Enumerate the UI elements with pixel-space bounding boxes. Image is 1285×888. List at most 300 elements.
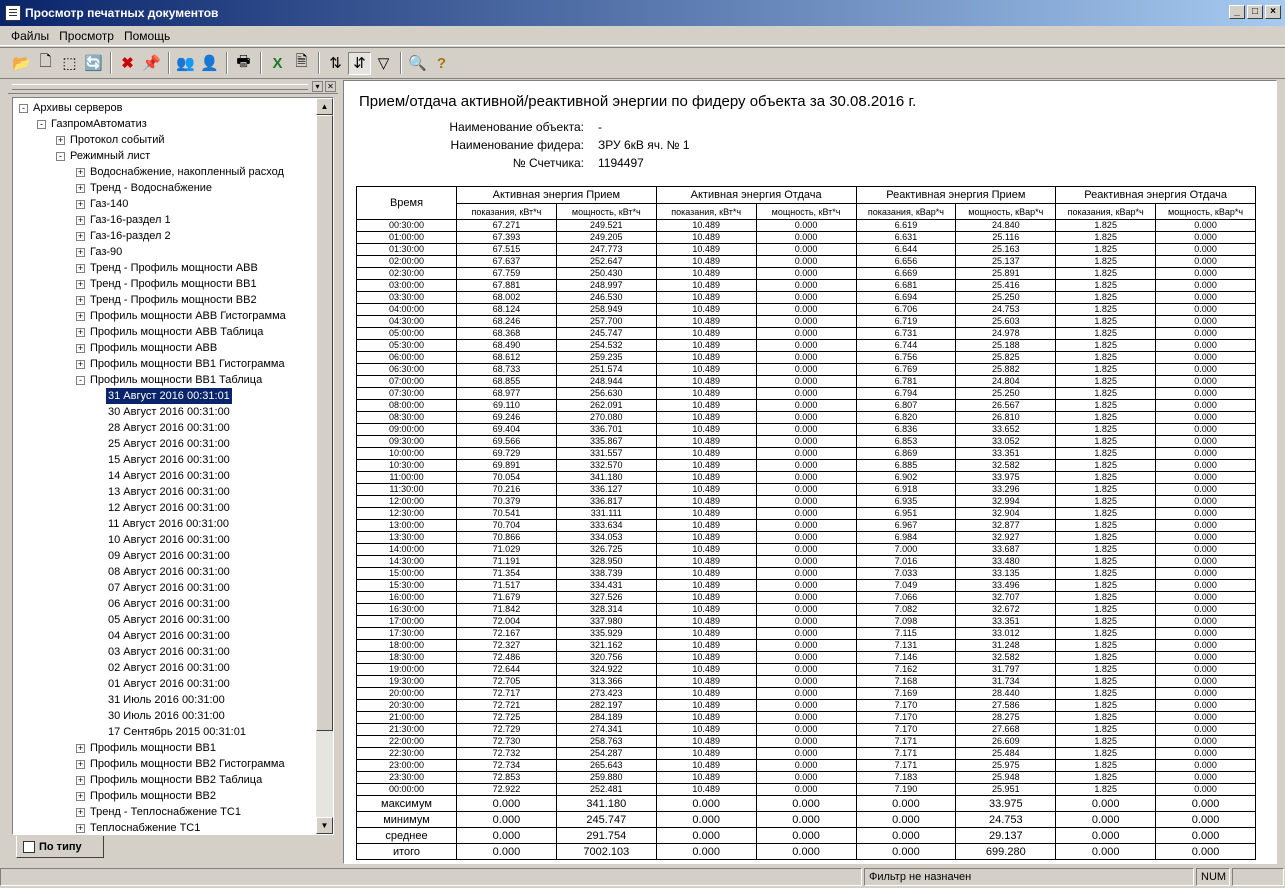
tree-scrollbar[interactable]	[316, 98, 333, 834]
time-cell: 10:00:00	[357, 448, 457, 460]
delete-icon: ✖	[121, 55, 134, 72]
time-cell: 09:30:00	[357, 436, 457, 448]
time-cell: 01:00:00	[357, 232, 457, 244]
time-cell: 02:00:00	[357, 256, 457, 268]
value-cell: 249.521	[556, 220, 656, 232]
value-cell: 336.127	[556, 484, 656, 496]
value-cell: 33.496	[956, 580, 1056, 592]
tree-leaf-item[interactable]	[13, 468, 317, 484]
value-cell: 33.652	[956, 424, 1056, 436]
tab-by-type[interactable]	[16, 836, 104, 858]
sub-header: мощность, кВт*ч	[556, 204, 656, 220]
report-viewer	[343, 80, 1277, 864]
tree-node-label: 30 Август 2016 00:31:00	[108, 406, 230, 418]
scroll-up-icon[interactable]: ▲	[316, 98, 333, 115]
time-cell: 21:30:00	[357, 724, 457, 736]
value-cell: 0.000	[756, 784, 856, 796]
tree-leaf-item[interactable]	[13, 420, 317, 436]
table-row	[357, 256, 1256, 268]
time-cell: 08:30:00	[357, 412, 457, 424]
tree-node-label: Газ-90	[90, 246, 123, 258]
value-cell: 10.489	[656, 532, 756, 544]
value-cell: 1.825	[1056, 652, 1156, 664]
value-cell: 68.368	[457, 328, 557, 340]
tree-leaf-item[interactable]	[13, 628, 317, 644]
value-cell: 1.825	[1056, 352, 1156, 364]
value-cell: 0.000	[756, 520, 856, 532]
tree-leaf-item[interactable]	[13, 452, 317, 468]
value-cell: 1.825	[1056, 340, 1156, 352]
panel-header	[8, 80, 338, 94]
value-cell: 0.000	[1156, 688, 1256, 700]
value-cell: 1.825	[1056, 688, 1156, 700]
value-cell: 25.948	[956, 772, 1056, 784]
user-remove-button[interactable]	[198, 52, 221, 75]
value-cell: 334.053	[556, 532, 656, 544]
value-cell: 0.000	[756, 664, 856, 676]
value-cell: 10.489	[656, 352, 756, 364]
value-cell: 70.866	[457, 532, 557, 544]
summary-value: 0.000	[756, 828, 856, 844]
value-cell: 32.927	[956, 532, 1056, 544]
expand-icon[interactable]: +	[77, 343, 84, 353]
value-cell: 6.935	[856, 496, 956, 508]
summary-value: 0.000	[1156, 844, 1256, 860]
menu-bar	[0, 26, 1285, 46]
tree-leaf-item[interactable]	[13, 436, 317, 452]
value-cell: 1.825	[1056, 328, 1156, 340]
value-cell: 247.773	[556, 244, 656, 256]
value-cell: 7.162	[856, 664, 956, 676]
expand-icon[interactable]: +	[77, 247, 84, 257]
value-cell: 1.825	[1056, 424, 1156, 436]
value-cell: 0.000	[1156, 592, 1256, 604]
delete-button[interactable]	[116, 52, 139, 75]
value-cell: 72.730	[457, 736, 557, 748]
tree-node[interactable]	[13, 772, 317, 788]
tree-node[interactable]	[13, 308, 317, 324]
value-cell: 1.825	[1056, 604, 1156, 616]
tree-node-label: Протокол событий	[70, 134, 165, 146]
value-cell: 1.825	[1056, 400, 1156, 412]
value-cell: 0.000	[1156, 220, 1256, 232]
select-button[interactable]	[58, 52, 81, 75]
expand-icon[interactable]: +	[77, 791, 84, 801]
value-cell: 71.842	[457, 604, 557, 616]
summary-value: 0.000	[1056, 828, 1156, 844]
value-cell: 7.016	[856, 556, 956, 568]
value-cell: 335.867	[556, 436, 656, 448]
value-cell: 0.000	[1156, 376, 1256, 388]
table-row	[357, 772, 1256, 784]
value-cell: 33.687	[956, 544, 1056, 556]
value-cell: 32.877	[956, 520, 1056, 532]
tree-leaf-item[interactable]	[13, 660, 317, 676]
tree-leaf-item[interactable]	[13, 564, 317, 580]
table-row	[357, 328, 1256, 340]
time-cell: 04:00:00	[357, 304, 457, 316]
sort-asc-icon: ⇅	[329, 55, 342, 72]
refresh-button[interactable]	[82, 52, 105, 75]
tree-node-label: 09 Август 2016 00:31:00	[108, 550, 230, 562]
scroll-down-icon[interactable]: ▼	[316, 817, 333, 834]
value-cell: 1.825	[1056, 592, 1156, 604]
collapse-icon[interactable]: -	[56, 152, 65, 161]
value-cell: 259.235	[556, 352, 656, 364]
maximize-button[interactable]: □	[1247, 5, 1263, 19]
value-cell: 0.000	[1156, 784, 1256, 796]
toolbar-separator	[260, 52, 262, 74]
value-cell: 10.489	[656, 676, 756, 688]
status-main-panel	[0, 868, 862, 886]
time-cell: 03:00:00	[357, 280, 457, 292]
expand-icon[interactable]: +	[77, 775, 84, 785]
table-row	[357, 412, 1256, 424]
table-row	[357, 364, 1256, 376]
tree-node-label: 01 Август 2016 00:31:00	[108, 678, 230, 690]
print-button[interactable]	[232, 52, 255, 75]
value-cell: 10.489	[656, 748, 756, 760]
value-cell: 0.000	[1156, 280, 1256, 292]
expand-icon[interactable]: +	[77, 183, 84, 193]
value-cell: 0.000	[756, 652, 856, 664]
value-cell: 1.825	[1056, 496, 1156, 508]
value-cell: 10.489	[656, 244, 756, 256]
preview-button[interactable]	[34, 52, 57, 75]
expand-icon[interactable]: +	[77, 231, 84, 241]
value-cell: 10.489	[656, 724, 756, 736]
value-cell: 0.000	[1156, 556, 1256, 568]
value-cell: 0.000	[1156, 268, 1256, 280]
value-cell: 0.000	[756, 700, 856, 712]
expand-icon[interactable]: +	[77, 759, 84, 769]
expand-icon[interactable]: +	[77, 167, 84, 177]
users-button[interactable]	[174, 52, 197, 75]
pin-button[interactable]	[140, 52, 163, 75]
value-cell: 6.967	[856, 520, 956, 532]
value-cell: 6.731	[856, 328, 956, 340]
value-cell: 69.566	[457, 436, 557, 448]
tree-node[interactable]	[13, 228, 317, 244]
value-cell: 25.484	[956, 748, 1056, 760]
expand-icon[interactable]: +	[77, 199, 84, 209]
value-cell: 10.489	[656, 268, 756, 280]
table-row	[357, 556, 1256, 568]
value-cell: 25.882	[956, 364, 1056, 376]
expand-icon[interactable]: +	[77, 823, 84, 833]
time-cell: 04:30:00	[357, 316, 457, 328]
expand-icon[interactable]: +	[77, 359, 84, 369]
value-cell: 0.000	[1156, 616, 1256, 628]
tree-node[interactable]	[13, 788, 317, 804]
value-cell: 72.853	[457, 772, 557, 784]
search-button[interactable]	[406, 52, 429, 75]
tree-node-label: 15 Август 2016 00:31:00	[108, 454, 230, 466]
sort-asc-button[interactable]	[324, 52, 347, 75]
table-row	[357, 760, 1256, 772]
tree-node-label: Профиль мощности АВВ Гистограмма	[90, 310, 286, 322]
value-cell: 0.000	[1156, 628, 1256, 640]
tree-node[interactable]	[13, 372, 317, 388]
tree-leaf-item[interactable]	[13, 692, 317, 708]
value-cell: 327.526	[556, 592, 656, 604]
summary-value: 0.000	[457, 796, 557, 812]
status-extra-panel	[1232, 868, 1284, 886]
value-cell: 0.000	[756, 484, 856, 496]
tree-node[interactable]	[13, 740, 317, 756]
value-cell: 6.869	[856, 448, 956, 460]
summary-value: 0.000	[1056, 796, 1156, 812]
tree-node[interactable]	[13, 100, 317, 116]
value-cell: 68.124	[457, 304, 557, 316]
value-cell: 1.825	[1056, 544, 1156, 556]
tree-node[interactable]	[13, 356, 317, 372]
tree-node[interactable]	[13, 324, 317, 340]
close-button[interactable]: ×	[1265, 5, 1281, 19]
expand-icon[interactable]: +	[77, 215, 84, 225]
group-header: Активная энергия Отдача	[656, 187, 856, 204]
value-cell: 72.004	[457, 616, 557, 628]
value-cell: 10.489	[656, 412, 756, 424]
value-cell: 33.351	[956, 448, 1056, 460]
expand-icon[interactable]: +	[57, 135, 64, 145]
value-cell: 6.631	[856, 232, 956, 244]
value-cell: 6.756	[856, 352, 956, 364]
window-title: Просмотр печатных документов	[25, 6, 219, 20]
value-cell: 70.054	[457, 472, 557, 484]
summary-label: итого	[357, 844, 457, 860]
value-cell: 32.994	[956, 496, 1056, 508]
value-cell: 0.000	[1156, 400, 1256, 412]
value-cell: 1.825	[1056, 304, 1156, 316]
value-cell: 0.000	[756, 232, 856, 244]
value-cell: 28.440	[956, 688, 1056, 700]
open-button[interactable]	[10, 52, 33, 75]
summary-value: 341.180	[556, 796, 656, 812]
minimize-button[interactable]: _	[1229, 5, 1245, 19]
value-cell: 1.825	[1056, 760, 1156, 772]
toolbar	[0, 47, 1285, 79]
value-cell: 331.557	[556, 448, 656, 460]
value-cell: 0.000	[1156, 328, 1256, 340]
tree-node[interactable]	[13, 148, 317, 164]
table-row	[357, 508, 1256, 520]
time-cell: 22:30:00	[357, 748, 457, 760]
tree-leaf-item[interactable]	[13, 724, 317, 740]
tree-node[interactable]	[13, 132, 317, 148]
sort-desc-button[interactable]	[348, 52, 371, 75]
value-cell: 69.729	[457, 448, 557, 460]
value-cell: 10.489	[656, 220, 756, 232]
toolbar-separator	[110, 52, 112, 74]
value-cell: 270.080	[556, 412, 656, 424]
value-cell: 0.000	[756, 256, 856, 268]
value-cell: 1.825	[1056, 616, 1156, 628]
value-cell: 7.170	[856, 700, 956, 712]
time-cell: 00:00:00	[357, 784, 457, 796]
filter-button[interactable]	[372, 52, 395, 75]
value-cell: 26.810	[956, 412, 1056, 424]
value-cell: 31.797	[956, 664, 1056, 676]
panel-grip[interactable]	[12, 84, 308, 90]
expand-icon[interactable]: +	[77, 743, 84, 753]
value-cell: 25.825	[956, 352, 1056, 364]
excel-button[interactable]	[266, 52, 289, 75]
tree-node[interactable]	[13, 804, 317, 820]
tree-leaf-item[interactable]	[13, 484, 317, 500]
value-cell: 10.489	[656, 544, 756, 556]
value-cell: 1.825	[1056, 436, 1156, 448]
menu-help[interactable]: Помощь	[123, 28, 171, 43]
tree-node[interactable]	[13, 244, 317, 260]
value-cell: 24.978	[956, 328, 1056, 340]
time-cell: 19:30:00	[357, 676, 457, 688]
tree-node-label: 10 Август 2016 00:31:00	[108, 534, 230, 546]
tree-node-label: 05 Август 2016 00:31:00	[108, 614, 230, 626]
panel-close-icon[interactable]: ✕	[325, 81, 336, 92]
tree-node[interactable]	[13, 276, 317, 292]
tree-leaf-item[interactable]	[13, 388, 317, 404]
table-row	[357, 700, 1256, 712]
tree-node[interactable]	[13, 756, 317, 772]
table-row	[357, 376, 1256, 388]
value-cell: 7.171	[856, 748, 956, 760]
value-cell: 25.416	[956, 280, 1056, 292]
tree-node-label: Газ-140	[90, 198, 129, 210]
users-icon: 👥	[176, 55, 195, 72]
menu-view[interactable]: Просмотр	[59, 28, 114, 43]
tree-node-label: Тренд - Профиль мощности АВВ	[90, 262, 258, 274]
help-button[interactable]	[430, 52, 453, 75]
expand-icon[interactable]: +	[77, 807, 84, 817]
value-cell: 33.052	[956, 436, 1056, 448]
panel-menu-icon[interactable]: ▾	[312, 81, 323, 92]
summary-value: 24.753	[956, 812, 1056, 828]
expand-icon[interactable]: +	[77, 327, 84, 337]
time-cell: 02:30:00	[357, 268, 457, 280]
value-cell: 25.250	[956, 388, 1056, 400]
value-cell: 10.489	[656, 340, 756, 352]
value-cell: 6.644	[856, 244, 956, 256]
value-cell: 248.997	[556, 280, 656, 292]
time-cell: 19:00:00	[357, 664, 457, 676]
value-cell: 10.489	[656, 700, 756, 712]
tree-leaf-item[interactable]	[13, 644, 317, 660]
tree-node[interactable]	[13, 340, 317, 356]
expand-icon[interactable]: +	[77, 295, 84, 305]
tree-leaf-item[interactable]	[13, 580, 317, 596]
value-cell: 337.980	[556, 616, 656, 628]
tree-node[interactable]	[13, 820, 317, 835]
time-cell: 23:00:00	[357, 760, 457, 772]
time-cell: 05:30:00	[357, 340, 457, 352]
value-cell: 6.781	[856, 376, 956, 388]
value-cell: 258.763	[556, 736, 656, 748]
table-row	[357, 424, 1256, 436]
tree-node[interactable]	[13, 164, 317, 180]
tree-node[interactable]	[13, 180, 317, 196]
value-cell: 0.000	[756, 400, 856, 412]
tree-leaf-item[interactable]	[13, 708, 317, 724]
value-cell: 0.000	[756, 316, 856, 328]
value-cell: 0.000	[1156, 484, 1256, 496]
tree-leaf-item[interactable]	[13, 532, 317, 548]
archive-tree[interactable]	[12, 97, 334, 835]
collapse-icon[interactable]: -	[19, 104, 28, 113]
tree-node-label: 12 Август 2016 00:31:00	[108, 502, 230, 514]
tree-leaf-item[interactable]	[13, 500, 317, 516]
time-cell: 11:00:00	[357, 472, 457, 484]
value-cell: 0.000	[756, 772, 856, 784]
value-cell: 274.341	[556, 724, 656, 736]
expand-icon[interactable]: +	[77, 263, 84, 273]
value-cell: 10.489	[656, 604, 756, 616]
tree-leaf-item[interactable]	[13, 676, 317, 692]
toolbar-separator	[226, 52, 228, 74]
collapse-icon[interactable]: -	[37, 120, 46, 129]
value-cell: 25.250	[956, 292, 1056, 304]
tree-node[interactable]	[13, 260, 317, 276]
tree-leaf-item[interactable]	[13, 404, 317, 420]
tree-node[interactable]	[13, 116, 317, 132]
value-cell: 0.000	[1156, 664, 1256, 676]
tree-leaf-item[interactable]	[13, 612, 317, 628]
tree-node[interactable]	[13, 196, 317, 212]
tree-leaf-item[interactable]	[13, 516, 317, 532]
value-cell: 10.489	[656, 496, 756, 508]
tree-node-label: Тренд - Профиль мощности ВВ2	[90, 294, 257, 306]
collapse-icon[interactable]: -	[76, 376, 85, 385]
export-button[interactable]	[290, 52, 313, 75]
value-cell: 254.287	[556, 748, 656, 760]
value-cell: 71.679	[457, 592, 557, 604]
summary-value: 0.000	[756, 844, 856, 860]
scroll-thumb[interactable]	[316, 115, 333, 731]
pin-icon: 📌	[142, 55, 161, 72]
value-cell: 0.000	[756, 712, 856, 724]
value-cell: 1.825	[1056, 676, 1156, 688]
value-cell: 10.489	[656, 652, 756, 664]
time-cell: 20:00:00	[357, 688, 457, 700]
time-cell: 13:00:00	[357, 520, 457, 532]
tree-node[interactable]	[13, 292, 317, 308]
menu-files[interactable]: Файлы	[11, 28, 50, 43]
tree-leaf-item[interactable]	[13, 548, 317, 564]
tree-node[interactable]	[13, 212, 317, 228]
expand-icon[interactable]: +	[77, 311, 84, 321]
status-bar	[0, 866, 1285, 888]
table-row	[357, 292, 1256, 304]
value-cell: 32.672	[956, 604, 1056, 616]
tree-leaf-item[interactable]	[13, 596, 317, 612]
value-cell: 0.000	[756, 460, 856, 472]
tree-node-label: 14 Август 2016 00:31:00	[108, 470, 230, 482]
time-cell: 08:00:00	[357, 400, 457, 412]
value-cell: 0.000	[756, 736, 856, 748]
value-cell: 1.825	[1056, 748, 1156, 760]
table-row	[357, 580, 1256, 592]
value-cell: 72.734	[457, 760, 557, 772]
value-cell: 313.366	[556, 676, 656, 688]
tree-node-label: ГазпромАвтоматиз	[51, 118, 147, 130]
help-icon: ?	[436, 54, 447, 72]
time-header: Время	[357, 187, 457, 220]
time-cell: 01:30:00	[357, 244, 457, 256]
value-cell: 25.603	[956, 316, 1056, 328]
tree-node-label: Профиль мощности АВВ Таблица	[90, 326, 264, 338]
expand-icon[interactable]: +	[77, 279, 84, 289]
value-cell: 10.489	[656, 508, 756, 520]
